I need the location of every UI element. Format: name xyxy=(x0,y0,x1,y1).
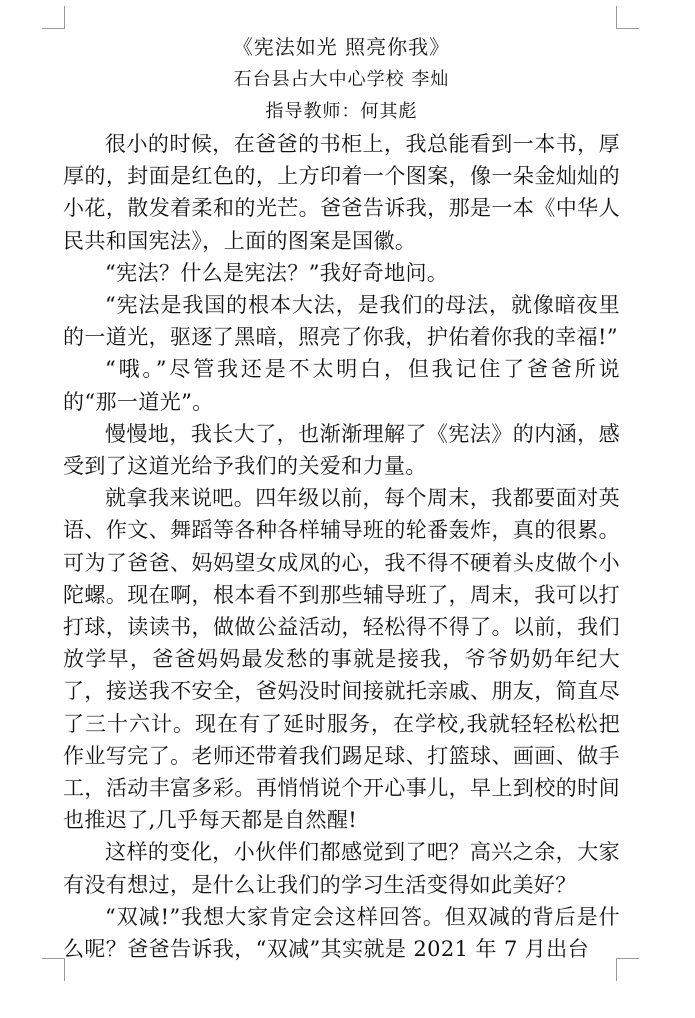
author-line: 石台县占大中心学校 李灿 xyxy=(233,69,450,90)
paragraph: “宪法？什么是宪法？”我好奇地问。 xyxy=(105,260,449,285)
paragraph: “哦。”尽管我还是不太明白，但我记住了爸爸所说的“那一道光”。 xyxy=(63,357,620,414)
essay-title: 《宪法如光 照亮你我》 xyxy=(232,35,451,59)
paragraph: 很小的时候，在爸爸的书柜上，我总能看到一本书，厚厚的，封面是红色的，上方印着一个图案，像一朵金灿灿的小花，散发着柔和的光芒。爸爸告诉我，那是一本《中华人民共和国宪法》，上面的图案是国徽。 xyxy=(63,132,620,253)
teacher-line: 指导教师：何其彪 xyxy=(265,101,418,122)
paragraph: “双减!”我想大家肯定会这样回答。但双减的背后是什么呢？爸爸告诉我，“双减”其实就是 2021 年 7 月出台 xyxy=(63,904,620,962)
paragraph: 慢慢地，我长大了，也渐渐理解了《宪法》的内涵，感受到了这道光给予我们的关爱和力量。 xyxy=(63,421,620,479)
paragraph: “宪法是我国的根本大法，是我们的母法，就像暗夜里的一道光，驱逐了黑暗，照亮了你我，护佑着你我的幸福!” xyxy=(63,293,620,350)
document-page xyxy=(63,30,620,965)
page-corner-mark-top-right xyxy=(616,6,639,29)
page-corner-mark-top-left xyxy=(42,6,65,29)
paragraph: 就拿我来说吧。四年级以前，每个周末，我都要面对英语、作文、舞蹈等各种各样辅导班的轮番轰炸，真的很累。可为了爸爸、妈妈望女成凤的心，我不得不硬着头皮做个小陀螺。现在啊，根本看不到那些辅导班了，周末，我可以打打球，读读书，做做公益活动，轻松得不得了。以前，我们放学早，爸爸妈妈最发愁的事就是接我，爷爷奶奶年纪大了，接送我不安全，爸妈没时间接就托亲戚、朋友，简直尽了三十六计。现在有了延时服务，在学校,我就轻轻松松把作业写完了。老师还带着我们踢足球、打篮球、画画、做手工，活动丰富多彩。再悄悄说个开心事儿，早上到校的时间也推迟了,几乎每天都是自然醒! xyxy=(63,486,620,833)
paragraph: 这样的变化，小伙伴们都感觉到了吧？高兴之余，大家有没有想过，是什么让我们的学习生活变得如此美好？ xyxy=(63,840,620,897)
page-corner-mark-bottom-left xyxy=(42,958,65,981)
